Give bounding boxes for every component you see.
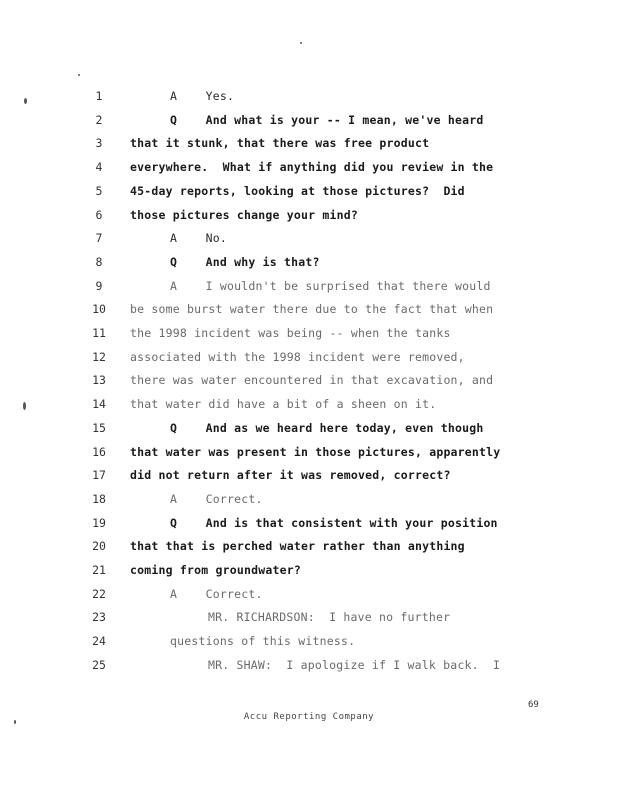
line-text: A Correct. [170, 491, 263, 506]
line-text: A No. [170, 231, 227, 246]
line-text: Q And is that consistent with your position [170, 515, 498, 530]
line-text: A Yes. [170, 89, 235, 103]
transcript-line [0, 464, 618, 486]
transcript-line [0, 346, 618, 368]
footer-company-name: Accu Reporting Company [243, 712, 375, 722]
line-number: 2 [95, 112, 103, 127]
line-number: 1 [95, 89, 103, 103]
transcript-line [0, 369, 618, 391]
transcript-line [0, 535, 618, 557]
scan-speck [78, 74, 80, 76]
transcript-line [0, 441, 618, 463]
transcript-line [0, 85, 618, 107]
line-number: 7 [95, 231, 103, 246]
line-number: 23 [92, 610, 106, 625]
transcript-line [0, 393, 618, 415]
line-text: there was water encountered in that excavation, and [130, 373, 494, 388]
line-number: 10 [92, 302, 106, 317]
scan-speck [300, 42, 302, 44]
transcript-line [0, 132, 618, 154]
transcript-line [0, 227, 618, 249]
transcript-line [0, 512, 618, 534]
line-text: everywhere. What if anything did you review in the [130, 160, 494, 175]
line-text: A I wouldn't be surprised that there would [170, 278, 491, 293]
line-number: 5 [95, 183, 103, 198]
transcript-line [0, 559, 618, 581]
line-number: 20 [92, 539, 106, 554]
scan-speck [23, 402, 26, 410]
scan-speck [24, 98, 27, 104]
scan-speck [14, 720, 16, 724]
line-text: MR. RICHARDSON: I have no further [208, 610, 451, 625]
line-text: that water did have a bit of a sheen on it. [130, 397, 437, 412]
line-number: 14 [92, 397, 106, 412]
page-number: 69 [528, 700, 539, 710]
line-text: MR. SHAW: I apologize if I walk back. I [208, 657, 501, 672]
transcript-line [0, 251, 618, 273]
transcript-line [0, 417, 618, 439]
transcript-line [0, 322, 618, 344]
line-number: 3 [95, 136, 103, 151]
line-text: the 1998 incident was being -- when the tanks [130, 326, 451, 340]
transcript-line [0, 275, 618, 297]
transcript-line [0, 204, 618, 226]
line-number: 16 [92, 444, 106, 459]
line-text: Q And what is your -- I mean, we've heard [170, 112, 484, 127]
line-number: 19 [92, 515, 106, 530]
line-text: did not return after it was removed, correct? [130, 468, 451, 483]
line-number: 4 [95, 160, 103, 175]
line-text: be some burst water there due to the fact that when [130, 302, 494, 317]
transcript-line [0, 109, 618, 131]
transcript-line [0, 488, 618, 510]
line-number: 15 [92, 420, 106, 435]
line-text: that water was present in those pictures, apparently [130, 444, 501, 459]
line-text: associated with the 1998 incident were removed, [130, 349, 465, 364]
transcript-line [0, 583, 618, 605]
line-text: Q And as we heard here today, even though [170, 420, 484, 435]
line-number: 8 [95, 254, 103, 269]
line-number: 12 [92, 349, 106, 364]
line-number: 9 [95, 278, 103, 293]
line-text: coming from groundwater? [130, 563, 301, 577]
line-text: those pictures change your mind? [130, 207, 358, 222]
line-number: 22 [92, 586, 106, 601]
line-number: 25 [92, 657, 106, 672]
transcript-line [0, 606, 618, 628]
line-number: 24 [92, 634, 106, 649]
transcript-line [0, 654, 618, 676]
line-number: 17 [92, 468, 106, 483]
line-number: 6 [95, 207, 103, 222]
line-text: that it stunk, that there was free product [130, 136, 430, 151]
transcript-line [0, 156, 618, 178]
line-text: that that is perched water rather than anything [130, 539, 465, 554]
line-number: 18 [92, 491, 106, 506]
line-number: 13 [92, 373, 106, 388]
line-text: Q And why is that? [170, 254, 320, 269]
line-text: 45-day reports, looking at those pictures? Did [130, 183, 465, 198]
transcript-line [0, 180, 618, 202]
line-number: 11 [92, 326, 106, 340]
transcript-line [0, 298, 618, 320]
transcript-line [0, 630, 618, 652]
line-text: A Correct. [170, 586, 263, 601]
line-number: 21 [92, 563, 106, 577]
line-text: questions of this witness. [170, 634, 356, 649]
